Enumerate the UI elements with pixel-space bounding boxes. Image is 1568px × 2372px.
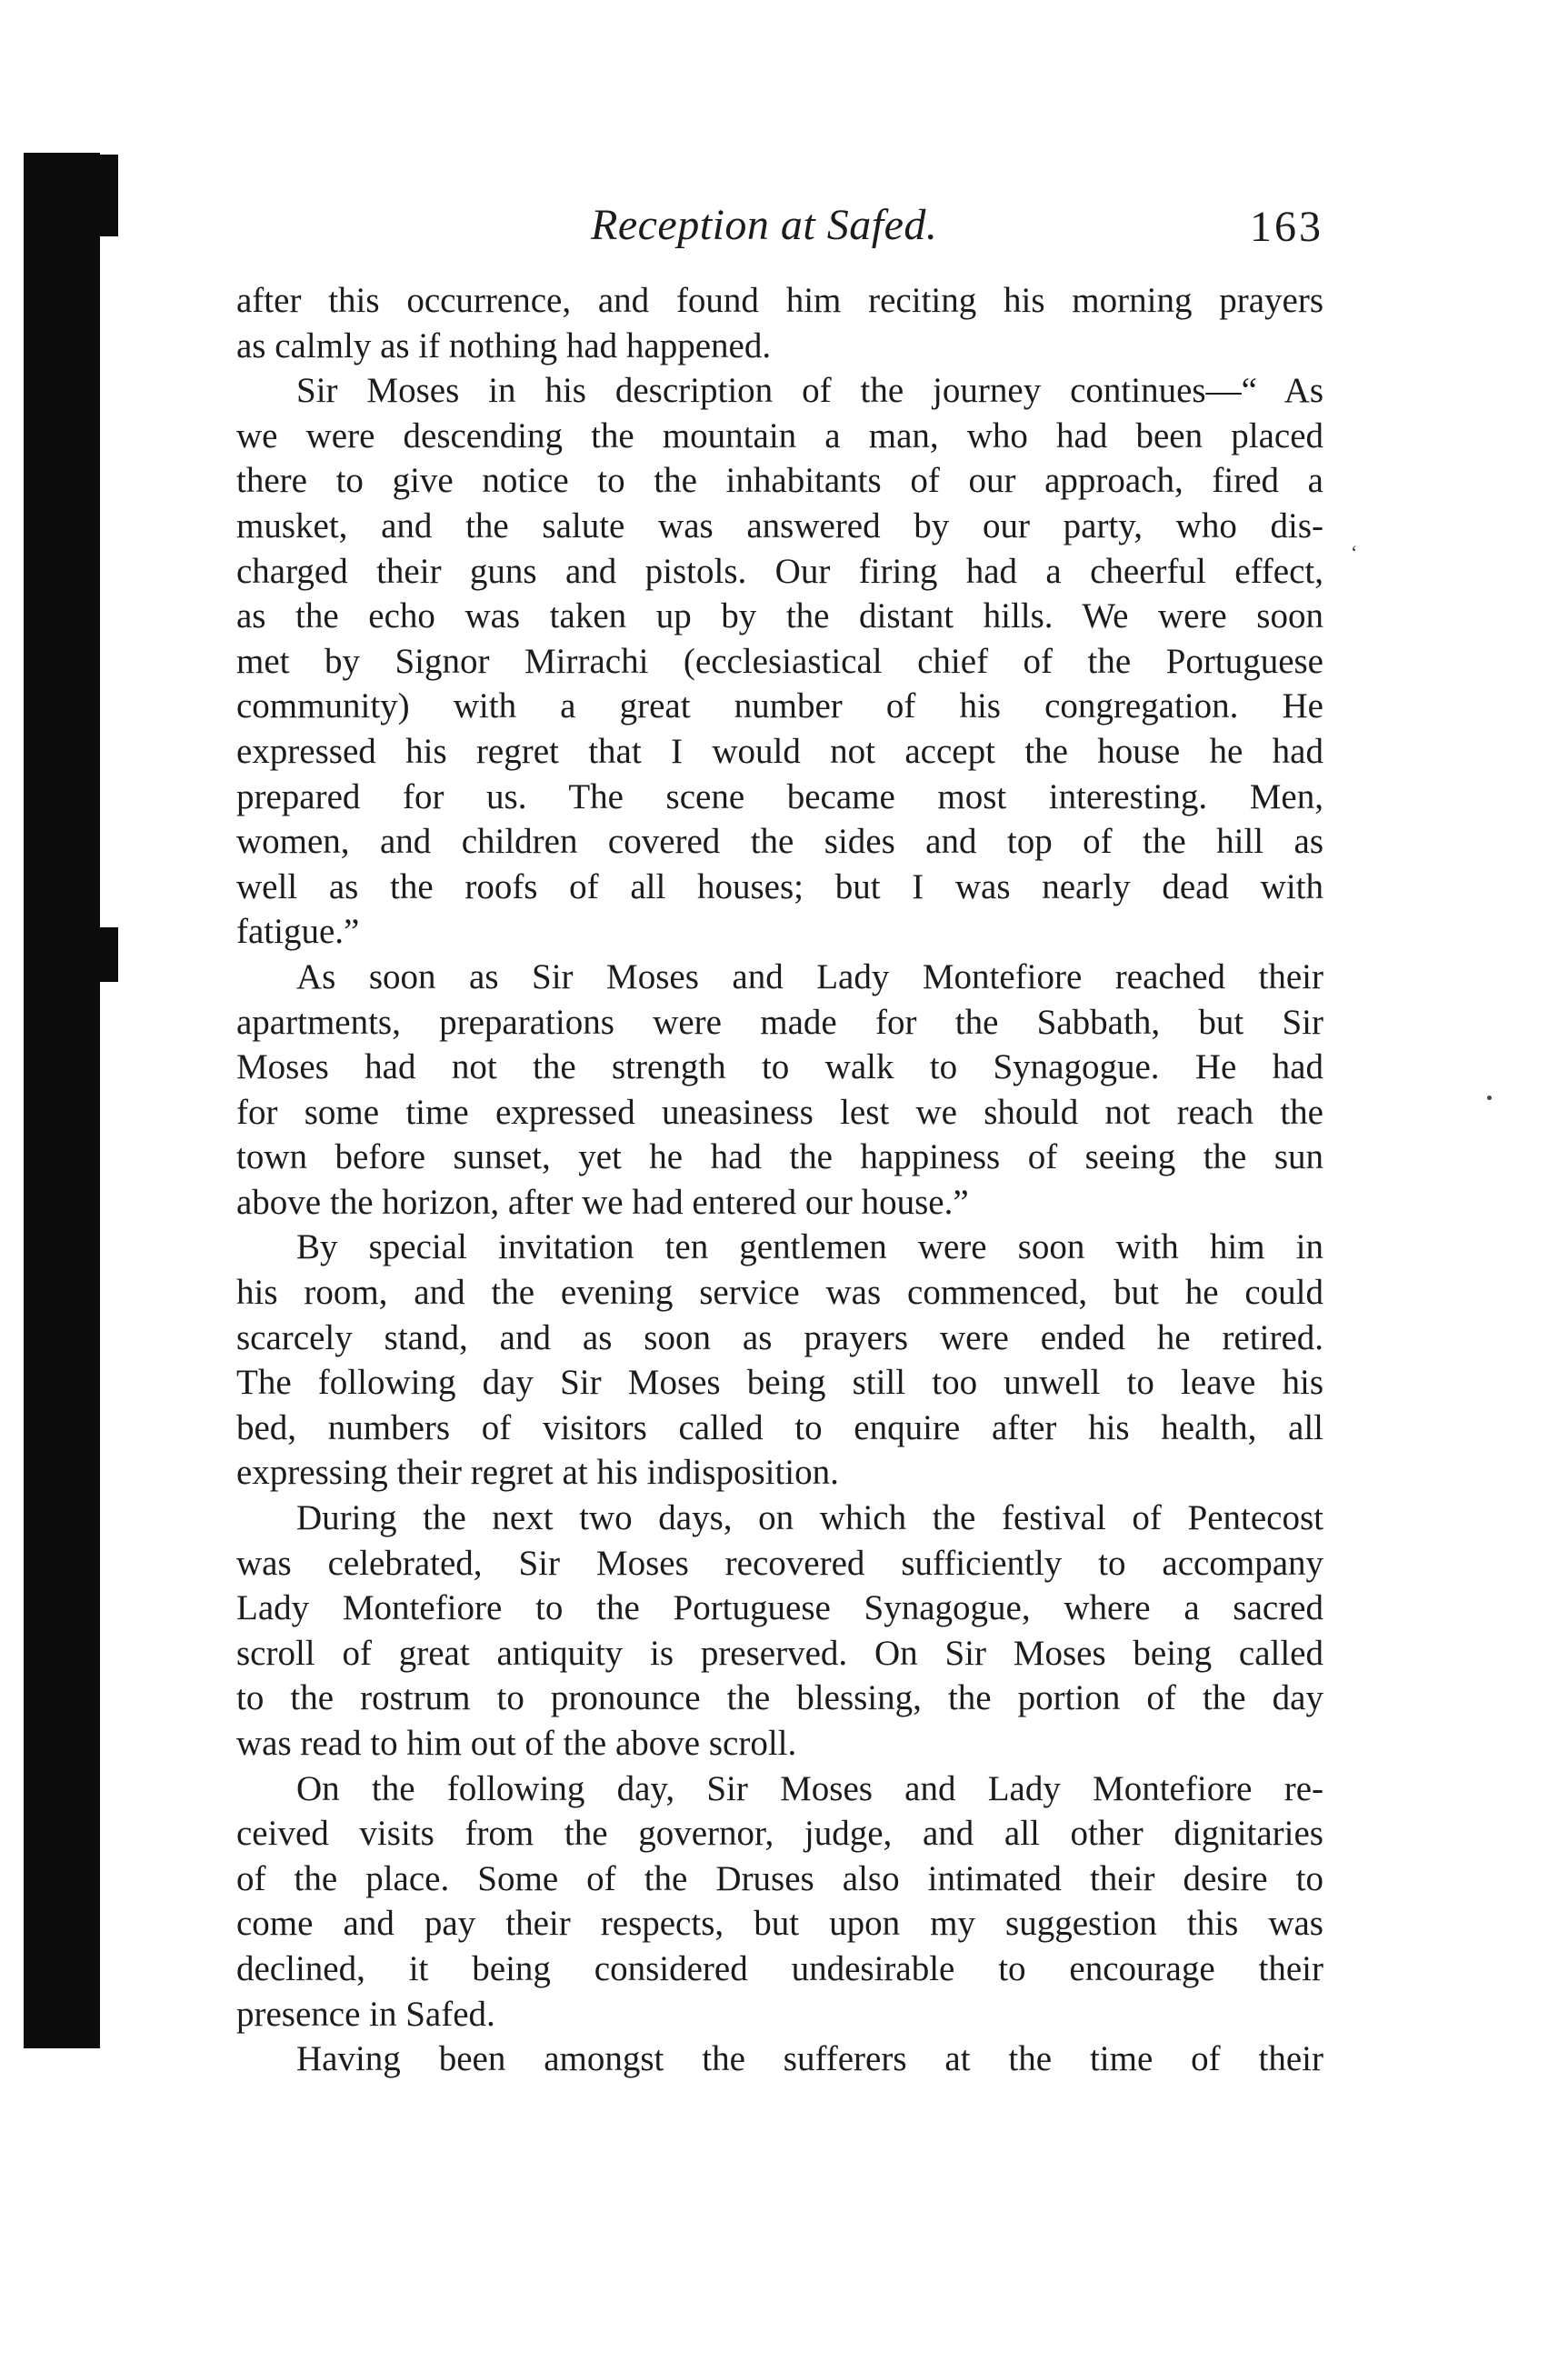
text-line: come and pay their respects, but upon my suggestion this was bbox=[236, 1904, 1323, 1944]
text-line: was read to him out of the above scroll. bbox=[236, 1724, 797, 1763]
text-line: above the horizon, after we had entered our house.” bbox=[236, 1182, 969, 1222]
text-line: expressing their regret at his indisposition. bbox=[236, 1453, 839, 1493]
speck bbox=[1487, 1096, 1492, 1100]
text-line: his room, and the evening service was commenced, but he could bbox=[236, 1273, 1323, 1313]
scan-edge-shadow bbox=[24, 153, 100, 2048]
text-line: On the following day, Sir Moses and Lady Montefiore re- bbox=[296, 1768, 1323, 1808]
text-line: Lady Montefiore to the Portuguese Synagogue, where a sacred bbox=[236, 1588, 1323, 1628]
scan-edge-notch bbox=[91, 927, 118, 982]
text-line: ceived visits from the governor, judge, and all other dignitaries bbox=[236, 1814, 1323, 1854]
page-header bbox=[236, 200, 1323, 273]
text-line: scroll of great antiquity is preserved. On Sir Moses being called bbox=[236, 1633, 1323, 1673]
text-line: community) with a great number of his congregation. He bbox=[236, 686, 1323, 726]
text-line: of the place. Some of the Druses also intimated their desire to bbox=[236, 1858, 1323, 1898]
text-line: after this occurrence, and found him reciting his morning prayers bbox=[236, 281, 1323, 320]
text-line: to the rostrum to pronounce the blessing, the portion of the day bbox=[236, 1678, 1323, 1718]
text-line: well as the roofs of all houses; but I was nearly dead with bbox=[236, 866, 1323, 906]
page-number: 163 bbox=[1250, 203, 1323, 251]
text-line: The following day Sir Moses being still too unwell to leave his bbox=[236, 1363, 1323, 1403]
text-line: prepared for us. The scene became most interesting. Men, bbox=[236, 776, 1323, 816]
body-text bbox=[236, 278, 1323, 2082]
book-page bbox=[236, 200, 1323, 2082]
text-line: As soon as Sir Moses and Lady Montefiore reached their bbox=[296, 956, 1323, 996]
text-line: as the echo was taken up by the distant hills. We were soon bbox=[236, 596, 1323, 636]
text-line: women, and children covered the sides and top of the hill as bbox=[236, 822, 1323, 862]
text-line: presence in Safed. bbox=[236, 1994, 495, 2034]
text-line: we were descending the mountain a man, who had been placed bbox=[236, 415, 1323, 455]
text-line: scarcely stand, and as soon as prayers were ended he retired. bbox=[236, 1317, 1323, 1357]
running-title: Reception at Safed. bbox=[591, 201, 938, 249]
text-line: musket, and the salute was answered by our party, who dis- bbox=[236, 505, 1323, 545]
scan-edge-notch bbox=[91, 155, 118, 236]
text-line: During the next two days, on which the festival of Pentecost bbox=[296, 1498, 1323, 1538]
text-line: was celebrated, Sir Moses recovered sufficiently to accompany bbox=[236, 1543, 1323, 1583]
text-line: declined, it being considered undesirable to encourage their bbox=[236, 1948, 1323, 1988]
text-line: charged their guns and pistols. Our firing had a cheerful effect, bbox=[236, 551, 1323, 591]
text-line: Having been amongst the sufferers at the time of their bbox=[296, 2039, 1323, 2079]
text-line: Sir Moses in his description of the journey continues—“ As bbox=[296, 371, 1323, 411]
text-line: for some time expressed uneasiness lest we should not reach the bbox=[236, 1092, 1323, 1132]
text-line: bed, numbers of visitors called to enquire after his health, all bbox=[236, 1407, 1323, 1447]
text-line: Moses had not the strength to walk to Synagogue. He had bbox=[236, 1047, 1323, 1087]
text-line: as calmly as if nothing had happened. bbox=[236, 325, 772, 365]
text-line: expressed his regret that I would not accept the house he had bbox=[236, 731, 1323, 771]
text-line: there to give notice to the inhabitants of our approach, fired a bbox=[236, 461, 1323, 501]
text-line: met by Signor Mirrachi (ecclesiastical chief of the Portuguese bbox=[236, 641, 1323, 681]
text-line: apartments, preparations were made for the Sabbath, but Sir bbox=[236, 1002, 1323, 1042]
text-line: By special invitation ten gentlemen were soon with him in bbox=[296, 1227, 1323, 1267]
text-line: fatigue.” bbox=[236, 912, 360, 952]
text-line: town before sunset, yet he had the happiness of seeing the sun bbox=[236, 1137, 1323, 1177]
margin-mark: ‘ bbox=[1351, 541, 1358, 564]
